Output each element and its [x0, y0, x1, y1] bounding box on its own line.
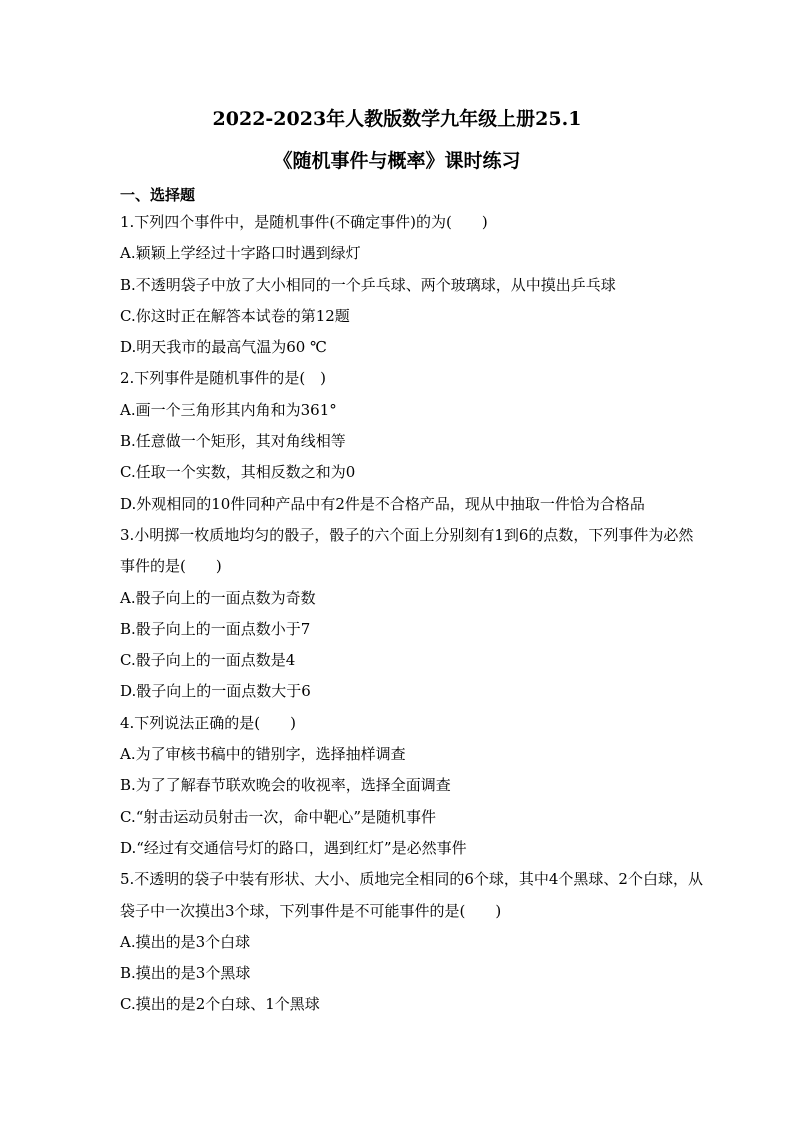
document-title: 2022-2023年人教版数学九年级上册25.1 [212, 108, 582, 130]
question-3-option-c: C.骰子向上的一面点数是4 [120, 651, 296, 670]
question-1-stem: 1.下列四个事件中，是随机事件(不确定事件)的为( ) [120, 213, 488, 231]
question-2-option-a: A.画一个三角形其内角和为361° [120, 400, 337, 419]
question-3-option-d: D.骰子向上的一面点数大于6 [120, 682, 311, 701]
question-4-stem: 4.下列说法正确的是( ) [120, 713, 297, 732]
question-3-option-a: A.骰子向上的一面点数为奇数 [120, 588, 316, 607]
question-1-option-c: C.你这时正在解答本试卷的第12题 [120, 306, 350, 325]
section-heading: 一、选择题 [120, 186, 196, 204]
question-4-option-b: B.为了了解春节联欢晚会的收视率，选择全面调查 [120, 776, 451, 795]
question-1-option-d: D.明天我市的最高气温为60 ℃ [120, 338, 327, 357]
question-4-option-a: A.为了审核书稿中的错别字，选择抽样调查 [120, 745, 406, 764]
question-5-stem: 5.不透明的袋子中装有形状、大小、质地完全相同的6个球，其中4个黑球、2个白球，从袋子中一次摸出3个球，下列事件是不可能事件的是( ) [120, 870, 703, 920]
document-subtitle: 《随机事件与概率》课时练习 [273, 150, 521, 172]
question-5-option-a: A.摸出的是3个白球 [120, 932, 251, 951]
question-3-stem: 3.小明掷一枚质地均匀的骰子，骰子的六个面上分别刻有1到6的点数，下列事件为必然事件的是( ) [120, 525, 694, 576]
question-4-option-c: C.“射击运动员射击一次，命中靶心”是随机事件 [120, 807, 437, 826]
question-list [120, 207, 710, 1021]
question-3-option-b: B.骰子向上的一面点数小于7 [120, 619, 311, 638]
question-2-stem: 2.下列事件是随机事件的是( ) [120, 369, 327, 388]
question-2-option-d: D.外观相同的10件同种产品中有2件是不合格产品，现从中抽取一件恰为合格品 [120, 494, 645, 513]
question-5-option-b: B.摸出的是3个黑球 [120, 964, 251, 983]
question-1-option-b: B.不透明袋子中放了大小相同的一个乒乓球、两个玻璃球，从中摸出乒乓球 [120, 275, 616, 294]
question-2-option-c: C.任取一个实数，其相反数之和为0 [120, 463, 356, 482]
question-2-option-b: B.任意做一个矩形，其对角线相等 [120, 432, 346, 451]
question-4-option-d: D.“经过有交通信号灯的路口，遇到红灯”是必然事件 [120, 838, 467, 857]
question-5-option-c: C.摸出的是2个白球、1个黑球 [120, 995, 320, 1014]
question-1-option-a: A.颖颖上学经过十字路口时遇到绿灯 [120, 244, 361, 263]
